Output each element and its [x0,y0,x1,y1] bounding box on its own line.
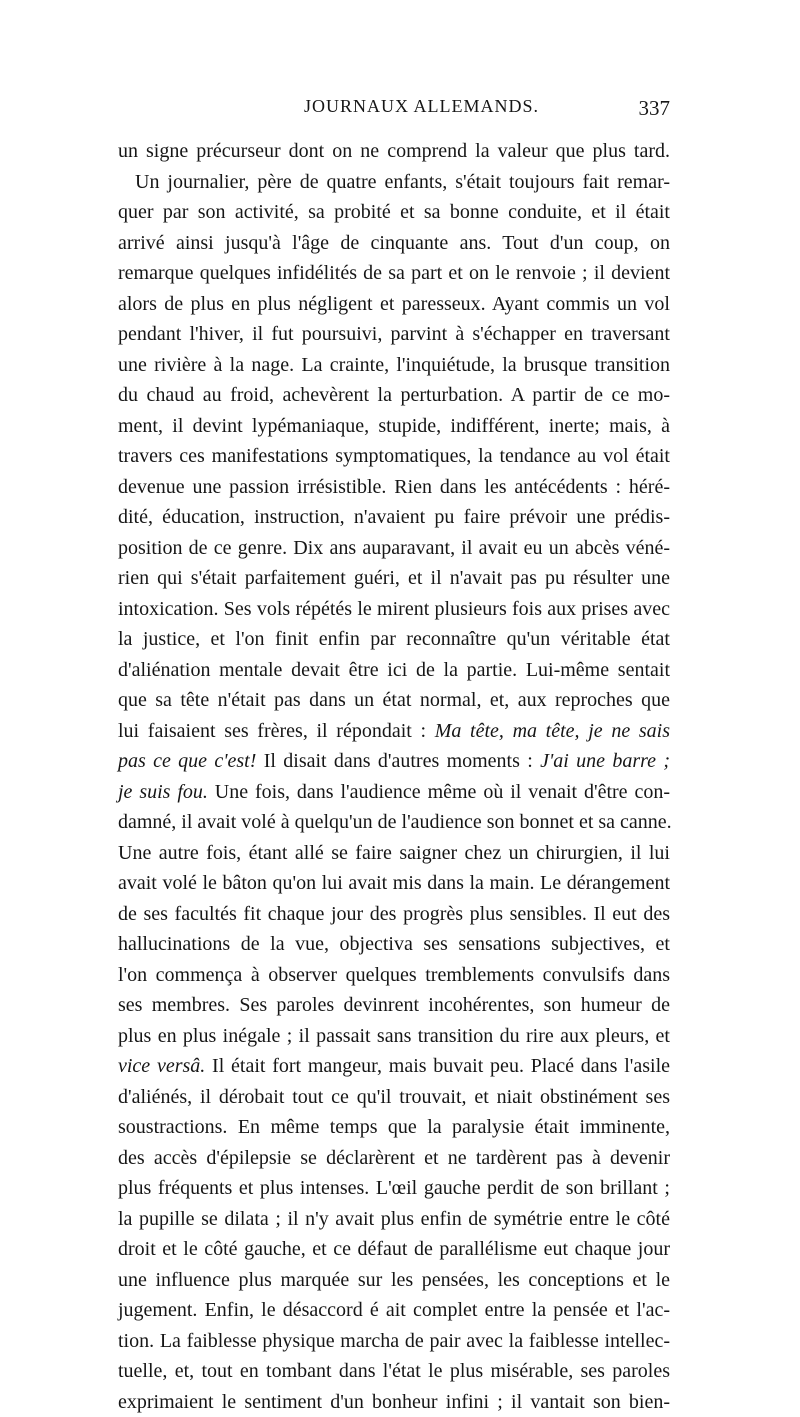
text-segment: alors de plus en plus négligent et paresseux. Ayant commis un vol [118,293,670,315]
text-line [118,807,670,838]
text-segment: de ses facultés fit chaque jour des progrès plus sensibles. Il eut des [118,903,670,925]
text-segment: du chaud au froid, achevèrent la perturbation. A partir de ce mo- [118,384,670,406]
text-line [118,563,670,594]
italic-text-segment: vice versâ. [118,1055,205,1077]
text-segment: l'on commença à observer quelques tremblements convulsifs dans [118,964,670,986]
text-segment: une rivière à la nage. La crainte, l'inquiétude, la brusque transition [118,354,670,376]
text-segment: rien qui s'était parfaitement guéri, et il n'avait pas pu résulter une [118,567,670,589]
text-segment: Une fois, dans l'audience même où il venait d'être con- [208,781,670,803]
text-line [118,380,670,411]
text-line [118,228,670,259]
text-line [118,1112,670,1143]
text-segment: d'aliénés, il dérobait tout ce qu'il trouvait, et niait obstinément ses [118,1086,670,1108]
running-title: JOURNAUX ALLEMANDS. [118,96,670,117]
text-line [118,716,670,747]
text-line [118,624,670,655]
text-line [118,411,670,442]
text-segment: exprimaient le sentiment d'un bonheur infini ; il vantait son bien- [118,1391,670,1413]
italic-text-segment: J'ai une barre ; [540,750,670,772]
italic-text-segment: pas ce que c'est! [118,750,256,772]
text-line [118,960,670,991]
text-line [118,1356,670,1387]
italic-text-segment: je suis fou. [118,781,208,803]
text-line [118,1234,670,1265]
text-segment: une influence plus marquée sur les pensées, les conceptions et le [118,1269,670,1291]
text-segment: damné, il avait volé à quelqu'un de l'audience son bonnet et sa canne. [118,811,672,833]
text-line [118,167,670,198]
text-line [118,655,670,686]
text-segment: arrivé ainsi jusqu'à l'âge de cinquante ans. Tout d'un coup, on [118,232,670,254]
text-segment: lui faisaient ses frères, il répondait : [118,720,435,742]
text-line [118,1265,670,1296]
text-segment: des accès d'épilepsie se déclarèrent et ne tardèrent pas à devenir [118,1147,670,1169]
text-segment: un signe précurseur dont on ne comprend la valeur que plus tard. [118,140,670,162]
text-line [118,1143,670,1174]
text-segment: Un journalier, père de quatre enfants, s'était toujours fait remar- [135,171,670,193]
text-segment: droit et le côté gauche, et ce défaut de parallélisme eut chaque jour [118,1238,670,1260]
text-line [118,533,670,564]
text-line [118,350,670,381]
page-number: 337 [639,96,671,121]
text-line [118,777,670,808]
text-line [118,838,670,869]
text-segment: jugement. Enfin, le désaccord é ait complet entre la pensée et l'ac- [118,1299,670,1321]
text-line [118,319,670,350]
text-segment: soustractions. En même temps que la paralysie était imminente, [118,1116,670,1138]
text-line [118,594,670,625]
text-segment: ses membres. Ses paroles devinrent incohérentes, son humeur de [118,994,670,1016]
text-line [118,1326,670,1357]
text-segment: avait volé le bâton qu'on lui avait mis dans la main. Le dérangement [118,872,670,894]
text-line [118,899,670,930]
text-segment: Il disait dans d'autres moments : [256,750,540,772]
text-line [118,868,670,899]
body-text [118,136,670,1417]
text-line [118,472,670,503]
text-line [118,1051,670,1082]
text-segment: Une autre fois, étant allé se faire saigner chez un chirurgien, il lui [118,842,670,864]
text-line [118,685,670,716]
text-segment: d'aliénation mentale devait être ici de la partie. Lui-même sentait [118,659,670,681]
text-segment: travers ces manifestations symptomatiques, la tendance au vol était [118,445,670,467]
text-line [118,197,670,228]
text-line [118,502,670,533]
text-segment: la justice, et l'on finit enfin par reconnaître qu'un véritable état [118,628,670,650]
italic-text-segment: Ma tête, ma tête, je ne sais [435,720,670,742]
text-segment: intoxication. Ses vols répétés le mirent plusieurs fois aux prises avec [118,598,670,620]
text-segment: tion. La faiblesse physique marcha de pair avec la faiblesse intellec- [118,1330,670,1352]
text-segment: la pupille se dilata ; il n'y avait plus enfin de symétrie entre le côté [118,1208,670,1230]
text-segment: remarque quelques infidélités de sa part et on le renvoie ; il devient [118,262,670,284]
text-segment: Il était fort mangeur, mais buvait peu. Placé dans l'asile [205,1055,670,1077]
text-segment: devenue une passion irrésistible. Rien dans les antécédents : héré- [118,476,670,498]
text-line [118,1021,670,1052]
text-segment: quer par son activité, sa probité et sa bonne conduite, et il était [118,201,670,223]
text-segment: dité, éducation, instruction, n'avaient pu faire prévoir une prédis- [118,506,670,528]
text-segment: que sa tête n'était pas dans un état normal, et, aux reproches que [118,689,670,711]
text-line [118,289,670,320]
text-line [118,136,670,167]
text-line [118,746,670,777]
text-line [118,1295,670,1326]
text-segment: ment, il devint lypémaniaque, stupide, indifférent, inerte; mais, à [118,415,670,437]
text-segment: hallucinations de la vue, objectiva ses sensations subjectives, et [118,933,670,955]
text-segment: plus fréquents et plus intenses. L'œil gauche perdit de son brillant ; [118,1177,670,1199]
text-line [118,1082,670,1113]
text-segment: plus en plus inégale ; il passait sans transition du rire aux pleurs, et [118,1025,670,1047]
text-line [118,929,670,960]
text-line [118,990,670,1021]
text-line [118,1204,670,1235]
page-header [118,96,670,126]
text-line [118,1173,670,1204]
text-segment: position de ce genre. Dix ans auparavant, il avait eu un abcès véné- [118,537,670,559]
text-segment: pendant l'hiver, il fut poursuivi, parvint à s'échapper en traversant [118,323,670,345]
text-line [118,1387,670,1417]
text-segment: tuelle, et, tout en tombant dans l'état le plus misérable, ses paroles [118,1360,670,1382]
text-line [118,441,670,472]
text-line [118,258,670,289]
